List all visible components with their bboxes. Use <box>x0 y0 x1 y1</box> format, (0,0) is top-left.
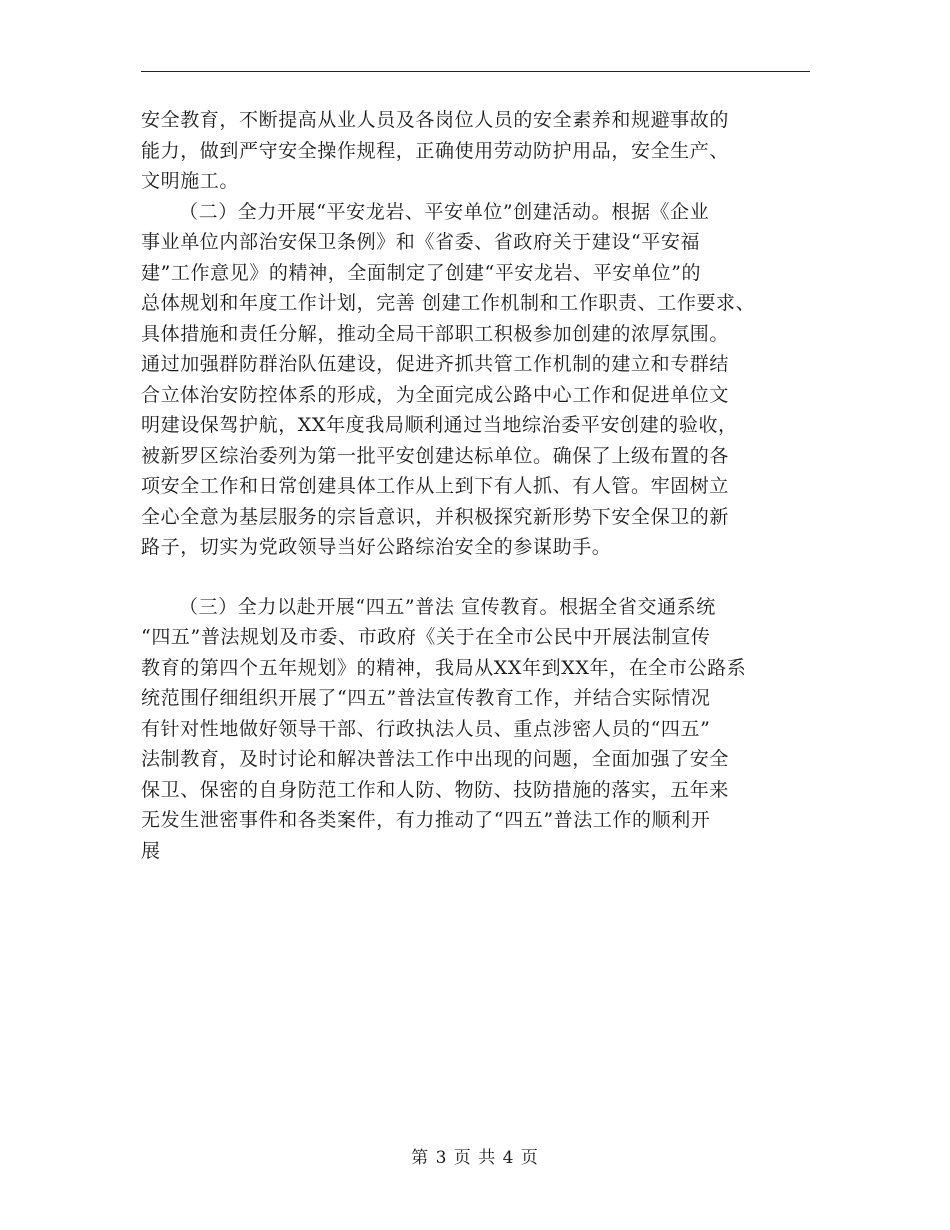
text-line: 能力，做到严守安全操作规程，正确使用劳动防护用品，安全生产、 <box>141 139 730 162</box>
text-line: 无发生泄密事件和各类案件，有力推动了“四五”普法工作的顺利开 <box>141 809 711 831</box>
paragraph-1 <box>141 105 821 197</box>
text-line: 事业单位内部治安保卫条例》和《省委、省政府关于建设“平安福 <box>141 231 701 253</box>
text-line: 项安全工作和日常创建具体工作从上到下有人抓、有人管。牢固树立 <box>141 475 730 497</box>
text-line: 保卫、保密的自身防范工作和人防、物防、技防措施的落实，五年来 <box>141 778 730 801</box>
text-line: （三）全力以赴开展“四五”普法 宣传教育。根据全省交通系统 <box>179 595 716 618</box>
text-line: 展 <box>141 839 161 862</box>
text-line: 安全教育，不断提高从业人员及各岗位人员的安全素养和规避事故的 <box>141 109 730 131</box>
text-line: “四五”普法规划及市委、市政府《关于在全市公民中开展法制宣传 <box>141 626 711 648</box>
text-line: 明建设保驾护航，XX年度我局顺利通过当地综治委平安创建的验收， <box>141 414 738 436</box>
text-line: 法制教育，及时讨论和解决普法工作中出现的问题，全面加强了安全 <box>141 748 730 770</box>
text-line: 教育的第四个五年规划》的精神，我局从XX年到XX年，在全市公路系 <box>141 656 747 679</box>
text-line: （二）全力开展“平安龙岩、平安单位”创建活动。根据《企业 <box>179 200 710 223</box>
page-footer: 第 3 页 共 4 页 <box>411 1148 539 1168</box>
paragraph-spacer <box>141 563 821 592</box>
header-rule <box>141 71 810 72</box>
text-line: 建”工作意见》的精神，全面制定了创建“平安龙岩、平安单位”的 <box>141 261 702 284</box>
text-line: 合立体治安防控体系的形成，为全面完成公路中心工作和促进单位文 <box>141 383 730 406</box>
text-line: 全心全意为基层服务的宗旨意识，并积极探究新形势下安全保卫的新 <box>141 505 730 528</box>
text-line: 文明施工。 <box>141 170 240 192</box>
text-line: 路子，切实为党政领导当好公路综治安全的参谋助手。 <box>141 536 612 558</box>
paragraph-3 <box>141 592 821 867</box>
text-line: 统范围仔细组织开展了“四五”普法宣传教育工作，并结合实际情况 <box>141 687 711 709</box>
text-line: 具体措施和责任分解，推动全局干部职工积极参加创建的浓厚氛围。 <box>141 322 730 345</box>
text-line: 有针对性地做好领导干部、行政执法人员、重点涉密人员的“四五” <box>141 717 711 740</box>
paragraph-2 <box>141 197 821 563</box>
body-text <box>141 105 821 866</box>
text-line: 被新罗区综治委列为第一批平安创建达标单位。确保了上级布置的各 <box>141 444 730 467</box>
text-line: 总体规划和年度工作计划，完善 创建工作机制和工作职责、工作要求、 <box>141 292 756 314</box>
text-line: 通过加强群防群治队伍建设，促进齐抓共管工作机制的建立和专群结 <box>141 353 730 375</box>
